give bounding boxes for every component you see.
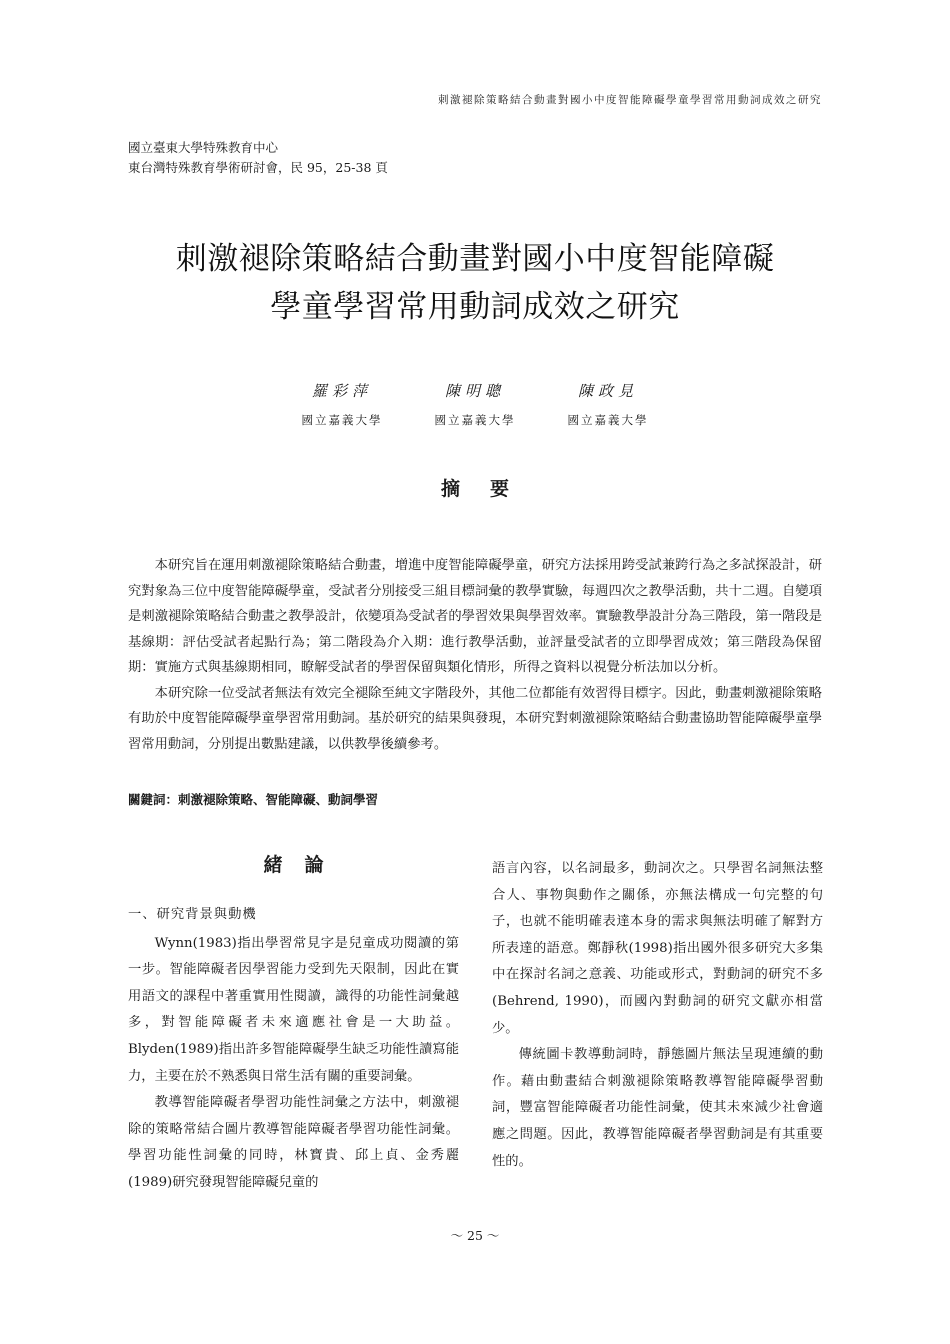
page-number: ～ 25 ～ <box>450 1228 500 1243</box>
right-column <box>492 856 823 1175</box>
keywords: 關鍵詞：刺激褪除策略、智能障礙、動詞學習 <box>128 792 379 807</box>
abstract-heading: 摘要 <box>440 478 539 500</box>
left-column <box>128 852 459 1197</box>
author-affiliation: 國立嘉義大學 <box>434 413 516 427</box>
paper-title <box>0 235 950 331</box>
abstract-body <box>128 553 822 757</box>
author-name: 羅彩萍 <box>311 382 372 400</box>
abstract-paragraph: 本研究旨在運用刺激褪除策略結合動畫，增進中度智能障礙學童，研究方法採用跨受試兼跨行為之多試探設計，研究對象為三位中度智能障礙學童，受試者分別接受三組目標詞彙的教學實驗，每週四次之教學活動，共十二週。自變項是刺激褪除策略結合動畫之教學設計，依變項為受試者的學習效果與學習效率。實驗教學設計分為三階段，第一階段是基線期：評估受試者起點行為；第二階段為介入期：進行教學活動，並評量受試者的立即學習成效；第三階段為保留期：實施方式與基線期相同，瞭解受試者的學習保留與類化情形，所得之資料以視覺分析法加以分析。 <box>128 558 822 675</box>
abstract-paragraph: 本研究除一位受試者無法有效完全褪除至純文字階段外，其他二位都能有效習得目標字。因此，動畫刺激褪除策略有助於中度智能障礙學童學習常用動詞。基於研究的結果與發現，本研究對刺激褪除策略結合動畫協助智能障礙學童學習常用動詞，分別提出數點建議，以供教學後續參考。 <box>128 685 822 752</box>
author-name: 陳政見 <box>577 382 638 400</box>
body-paragraph: Wynn(1983)指出學習常見字是兒童成功閱讀的第一步。智能障礙者因學習能力受到先天限制，因此在實用語文的課程中著重實用性閱讀，識得的功能性詞彙越多，對智能障礙者未來適應社會是一大助益。Blyden(1989)指出許多智能障礙學生缺乏功能性讀寫能力，主要在於不熟悉與日常生活有關的重要詞彙。 <box>128 935 459 1084</box>
source-conference: 東台灣特殊教育學術研討會，民 95，25-38 頁 <box>128 160 388 175</box>
title-line-2: 學童學習常用動詞成效之研究 <box>270 289 680 325</box>
author-name: 陳明聰 <box>444 382 505 400</box>
body-paragraph: 傳統圖卡教導動詞時，靜態圖片無法呈現連續的動作。藉由動畫結合刺激褪除策略教導智能障礙學習動詞，豐富智能障礙者功能性詞彙，使其未來減少社會適應之問題。因此，教導智能障礙者學習動詞是有其重要性的。 <box>492 1047 823 1169</box>
author-list <box>0 380 950 428</box>
title-line-1: 刺激褪除策略結合動畫對國小中度智能障礙 <box>175 241 775 277</box>
section-heading: 緒論 <box>263 854 346 876</box>
author-affiliation: 國立嘉義大學 <box>567 413 649 427</box>
author <box>276 380 409 428</box>
author <box>409 380 542 428</box>
subsection-heading: 一、研究背景與動機 <box>128 907 257 922</box>
source-info <box>128 138 388 178</box>
author-affiliation: 國立嘉義大學 <box>301 413 383 427</box>
body-paragraph: 教導智能障礙者學習功能性詞彙之方法中，刺激褪除的策略常結合圖片教導智能障礙者學習功能性詞彙。學習功能性詞彙的同時，林寶貴、邱上貞、金秀麗(1989)研究發現智能障礙兒童的 <box>128 1095 459 1190</box>
running-head: 刺激褪除策略結合動畫對國小中度智能障礙學童學習常用動詞成效之研究 <box>438 94 822 106</box>
author <box>542 380 675 428</box>
body-paragraph: 語言內容，以名詞最多，動詞次之。只學習名詞無法整合人、事物與動作之關係，亦無法構成一句完整的句子，也就不能明確表達本身的需求與無法明確了解對方所表達的語意。鄭靜秋(1998)指出國外很多研究大多集中在探討名詞之意義、功能或形式，對動詞的研究不多(Behrend, 1990)，而國內對動詞的研究文獻亦相當少。 <box>492 861 823 1036</box>
source-institution: 國立臺東大學特殊教育中心 <box>128 140 279 155</box>
